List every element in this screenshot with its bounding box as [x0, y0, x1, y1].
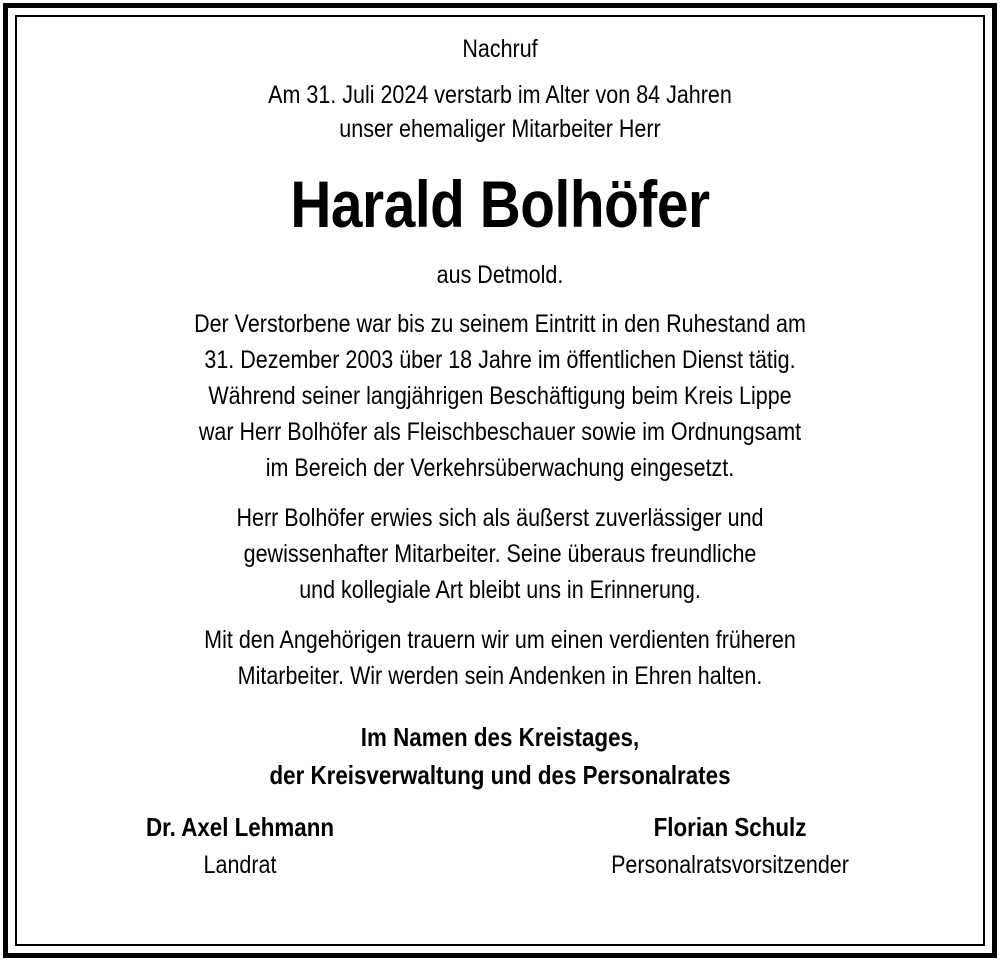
notice-label: Nachruf: [462, 35, 538, 63]
signer-role: Landrat: [203, 851, 277, 879]
paragraph-line: war Herr Bolhöfer als Fleischbeschauer sowie im Ordnungsamt: [198, 418, 802, 446]
intro-line: unser ehemaliger Mitarbeiter Herr: [339, 115, 661, 143]
signer-name: Florian Schulz: [653, 812, 807, 842]
paragraph-line: Während seiner langjährigen Beschäftigung beim Kreis Lippe: [208, 382, 792, 410]
signer-role: Personalratsvorsitzender: [611, 851, 849, 879]
paragraph-line: 31. Dezember 2003 über 18 Jahre im öffentlichen Dienst tätig.: [204, 346, 796, 374]
paragraph-line: Der Verstorbene war bis zu seinem Eintritt in den Ruhestand am: [194, 310, 806, 338]
signer-personalrat: [520, 808, 940, 884]
signature-heading-line: Im Namen des Kreistages,: [360, 722, 640, 752]
paragraph-mourning: [40, 622, 960, 694]
paragraph-career: [40, 306, 960, 486]
paragraph-line: Herr Bolhöfer erwies sich als äußerst zuverlässiger und: [236, 504, 764, 532]
obituary-notice: [40, 30, 960, 888]
signer-name: Dr. Axel Lehmann: [145, 812, 335, 842]
signature-heading: [40, 718, 960, 794]
intro-text: [40, 78, 960, 146]
deceased-name: Harald Bolhöfer: [290, 167, 710, 241]
paragraph-line: Mitarbeiter. Wir werden sein Andenken in Ehren halten.: [237, 662, 763, 690]
paragraph-line: und kollegiale Art bleibt uns in Erinnerung.: [299, 576, 701, 604]
signers: [40, 808, 960, 888]
paragraph-line: im Bereich der Verkehrsüberwachung eingesetzt.: [265, 454, 735, 482]
paragraph-line: gewissenhafter Mitarbeiter. Seine überaus freundliche: [243, 540, 757, 568]
intro-line: Am 31. Juli 2024 verstarb im Alter von 84 Jahren: [268, 81, 732, 109]
signature-heading-line: der Kreisverwaltung und des Personalrates: [269, 760, 731, 790]
paragraph-line: Mit den Angehörigen trauern wir um einen verdienten früheren: [204, 626, 796, 654]
origin-text: aus Detmold.: [436, 261, 564, 289]
paragraph-character: [40, 500, 960, 608]
signer-landrat: [30, 808, 450, 884]
